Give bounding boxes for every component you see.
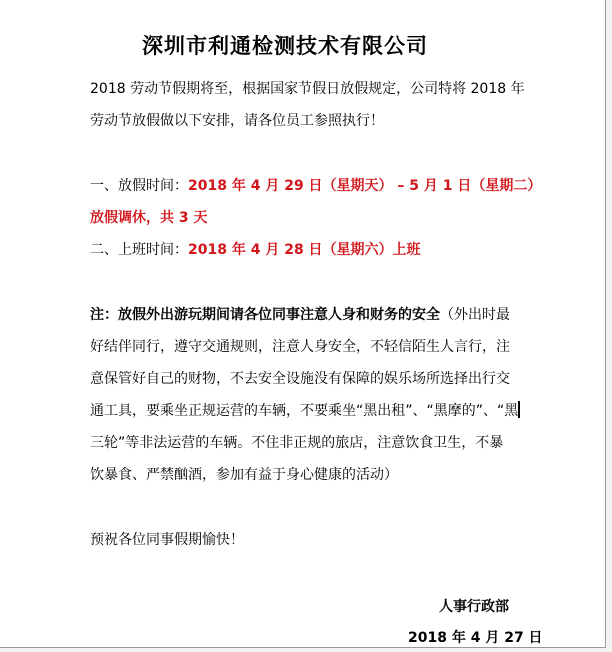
notice-prefix: 注： — [90, 307, 118, 323]
work-day — [90, 240, 421, 260]
holiday-period-label: 一、放假时间： — [90, 178, 188, 194]
notice-line-1 — [90, 305, 510, 325]
notice-text: （外出时最 — [440, 307, 510, 323]
holiday-period-value: 2018 年 4 月 29 日（星期天） – 5 月 1 日（星期二） — [188, 178, 542, 194]
notice-line-4-text: 通工具，要乘坐正规运营的车辆，不要乘坐“黑出租”、“黑摩的”、“黑 — [90, 403, 519, 419]
notice-line-2: 好结伴同行，遵守交通规则，注意人身安全，不轻信陌生人言行，注 — [90, 339, 510, 355]
wishes-line: 预祝各位同事假期愉快！ — [90, 532, 244, 548]
intro-line-2: 劳动节放假做以下安排，请各位员工参照执行！ — [90, 113, 384, 129]
notice-line-4 — [90, 401, 520, 421]
work-day-value: 2018 年 4 月 28 日（星期六）上班 — [188, 242, 421, 258]
notice-line-6: 饮暴食、严禁酗酒，参加有益于身心健康的活动） — [90, 467, 398, 483]
notice-bold-text: 放假外出游玩期间请各位同事注意人身和财务的安全 — [118, 307, 440, 323]
intro-line-1: 2018 劳动节假期将至，根据国家节假日放假规定，公司特将 2018 年 — [90, 81, 525, 97]
page-title: 深圳市利通检测技术有限公司 — [142, 33, 428, 58]
text-cursor — [518, 401, 520, 418]
holiday-period — [90, 176, 541, 196]
notice-line-5: 三轮”等非法运营的车辆。不住非正规的旅店，注意饮食卫生，不暴 — [90, 435, 504, 451]
signature-date: 2018 年 4 月 27 日 — [408, 630, 543, 646]
window-edge-right — [606, 0, 612, 652]
work-day-label: 二、上班时间： — [90, 242, 188, 258]
signature-department: 人事行政部 — [439, 599, 509, 615]
holiday-note: 放假调休，共 3 天 — [90, 210, 208, 226]
window-edge-bottom — [0, 648, 612, 652]
notice-line-3: 意保管好自己的财物，不去安全设施没有保障的娱乐场所选择出行交 — [90, 371, 510, 387]
